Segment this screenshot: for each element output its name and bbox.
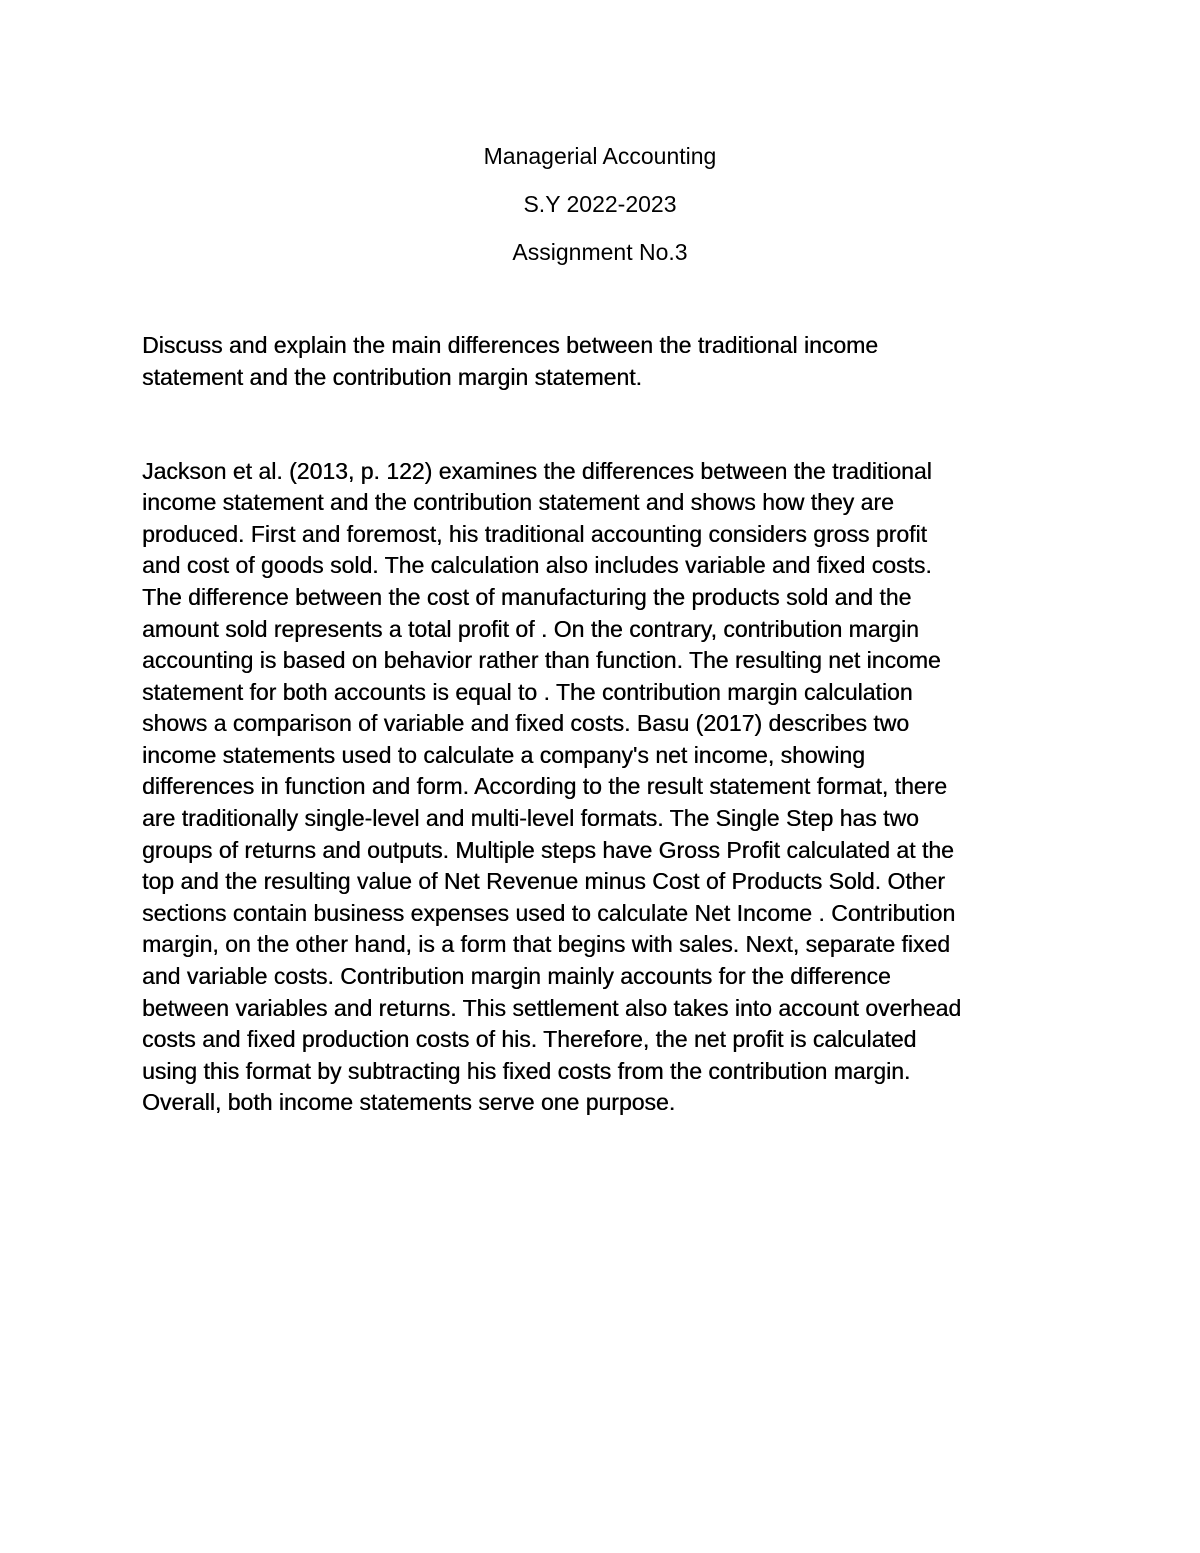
answer-line: produced. First and foremost, his traditional accounting considers gross profit <box>142 521 927 547</box>
answer-line: Overall, both income statements serve one purpose. <box>142 1089 676 1115</box>
answer-line: and variable costs. Contribution margin mainly accounts for the difference <box>142 963 891 989</box>
answer-line: statement for both accounts is equal to . The contribution margin calculation <box>142 679 913 705</box>
answer-line: using this format by subtracting his fixed costs from the contribution margin. <box>142 1058 911 1084</box>
answer-line: sections contain business expenses used to calculate Net Income . Contribution <box>142 900 956 926</box>
answer-line: income statement and the contribution statement and shows how they are <box>142 489 894 515</box>
course-title: Managerial Accounting <box>483 143 717 169</box>
answer-line: The difference between the cost of manufacturing the products sold and the <box>142 584 912 610</box>
school-year: S.Y 2022-2023 <box>523 191 677 217</box>
answer-line: differences in function and form. According to the result statement format, there <box>142 773 947 799</box>
answer-line: accounting is based on behavior rather than function. The resulting net income <box>142 647 941 673</box>
answer-line: and cost of goods sold. The calculation also includes variable and fixed costs. <box>142 552 932 578</box>
answer-line: amount sold represents a total profit of . On the contrary, contribution margin <box>142 616 919 642</box>
answer-line: shows a comparison of variable and fixed costs. Basu (2017) describes two <box>142 710 910 736</box>
question-line: Discuss and explain the main differences between the traditional income <box>142 332 878 358</box>
assignment-number: Assignment No.3 <box>512 239 688 265</box>
answer-line: are traditionally single-level and multi-level formats. The Single Step has two <box>142 805 919 831</box>
answer-line: income statements used to calculate a company's net income, showing <box>142 742 865 768</box>
answer-line: costs and fixed production costs of his. Therefore, the net profit is calculated <box>142 1026 917 1052</box>
answer-line: margin, on the other hand, is a form that begins with sales. Next, separate fixed <box>142 931 950 957</box>
answer-line: top and the resulting value of Net Revenue minus Cost of Products Sold. Other <box>142 868 945 894</box>
answer-line: between variables and returns. This settlement also takes into account overhead <box>142 995 962 1021</box>
answer-line: groups of returns and outputs. Multiple steps have Gross Profit calculated at the <box>142 837 954 863</box>
answer-line: Jackson et al. (2013, p. 122) examines the differences between the traditional <box>142 458 932 484</box>
question-line: statement and the contribution margin statement. <box>142 364 642 390</box>
